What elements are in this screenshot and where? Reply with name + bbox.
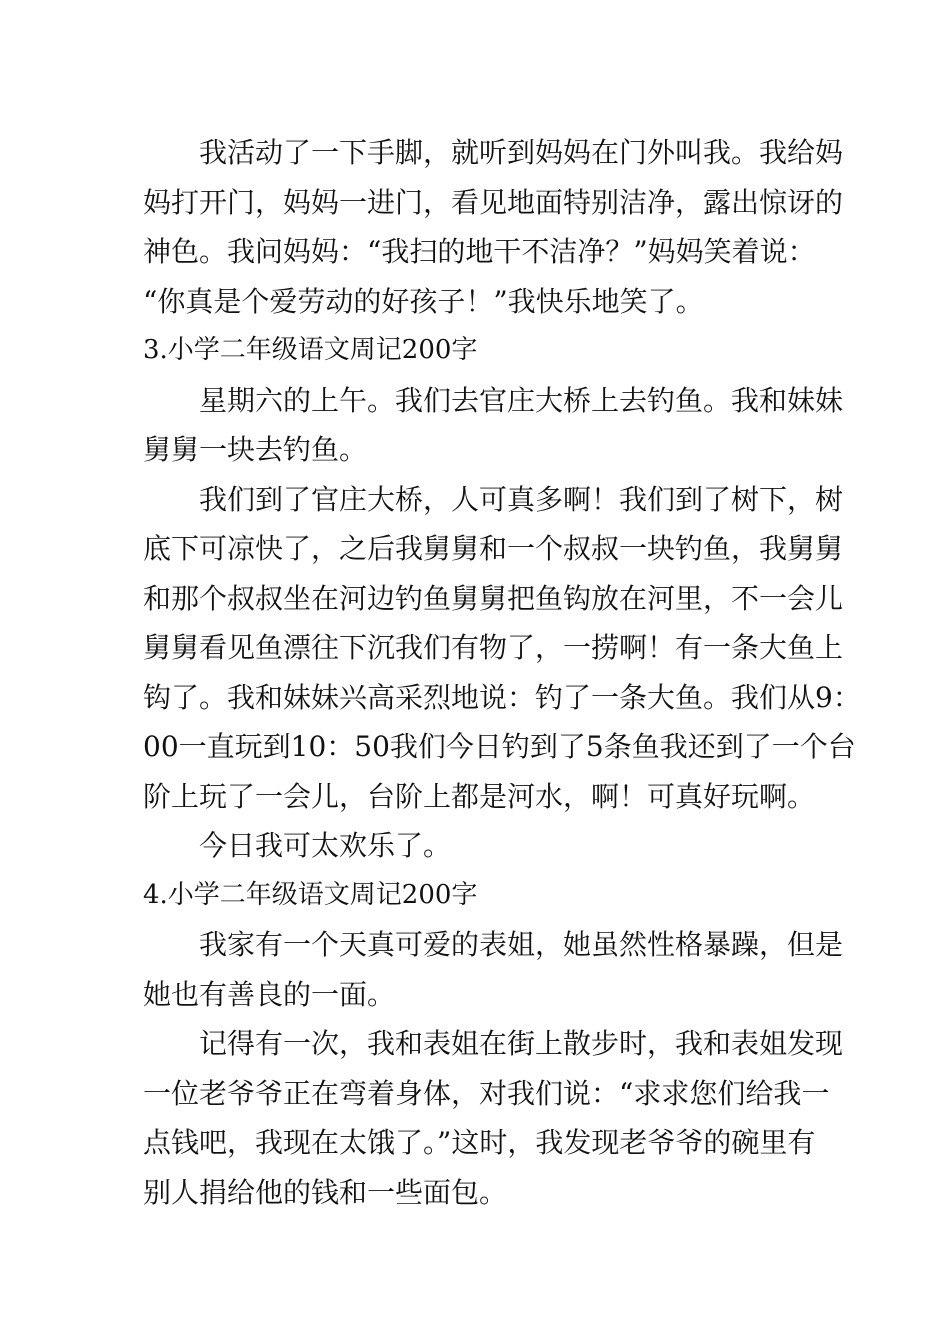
text-line: 今日我可太欢乐了。: [199, 829, 452, 862]
text-line: 舅舅一块去钓鱼。: [143, 433, 368, 466]
text-line: 神色。我问妈妈：“我扫的地干不洁净？”妈妈笑着说：: [143, 235, 816, 268]
text-line: “你真是个爱劳动的好孩子！”我快乐地笑了。: [143, 284, 704, 318]
text-line: 记得有一次，我和表姐在街上散步时，我和表姐发现: [199, 1027, 844, 1060]
text-line: 星期六的上午。我们去官庄大桥上去钓鱼。我和妹妹: [199, 383, 844, 417]
text-line: 点钱吧，我现在太饿了。”这时，我发现老爷爷的碗里有: [143, 1126, 816, 1159]
text-line: 钩了。我和妹妹兴高采烈地说：钓了一条大鱼。我们从9：: [143, 680, 861, 714]
text-line: 妈打开门，妈妈一进门，看见地面特别洁净，露出惊讶的: [143, 185, 844, 219]
text-line: 我们到了官庄大桥，人可真多啊！我们到了树下，树: [199, 482, 844, 516]
section-heading: 4.小学二年级语文周记200字: [143, 879, 478, 910]
section-heading: 3.小学二年级语文周记200字: [143, 335, 478, 365]
document-body: [143, 128, 861, 1217]
text-line: 一位老爷爷正在弯着身体，对我们说：“求求您们给我一: [143, 1076, 830, 1110]
text-line: 她也有善良的一面。: [143, 977, 396, 1011]
text-line: 舅舅看见鱼漂往下沉我们有物了，一捞啊！有一条大鱼上: [143, 631, 844, 664]
text-line: 我活动了一下手脚，就听到妈妈在门外叫我。我给妈: [199, 136, 844, 169]
text-line: 别人捐给他的钱和一些面包。: [143, 1175, 508, 1209]
text-line: 阶上玩了一会儿，台阶上都是河水，啊！可真好玩啊。: [143, 779, 816, 813]
text-line: 和那个叔叔坐在河边钓鱼舅舅把鱼钩放在河里，不一会儿: [143, 581, 844, 615]
text-line: 我家有一个天真可爱的表姐，她虽然性格暴躁，但是: [199, 928, 844, 961]
text-line: 底下可凉快了，之后我舅舅和一个叔叔一块钓鱼，我舅舅: [143, 532, 844, 565]
text-line: 00一直玩到10：50我们今日钓到了5条鱼我还到了一个台: [143, 730, 856, 763]
